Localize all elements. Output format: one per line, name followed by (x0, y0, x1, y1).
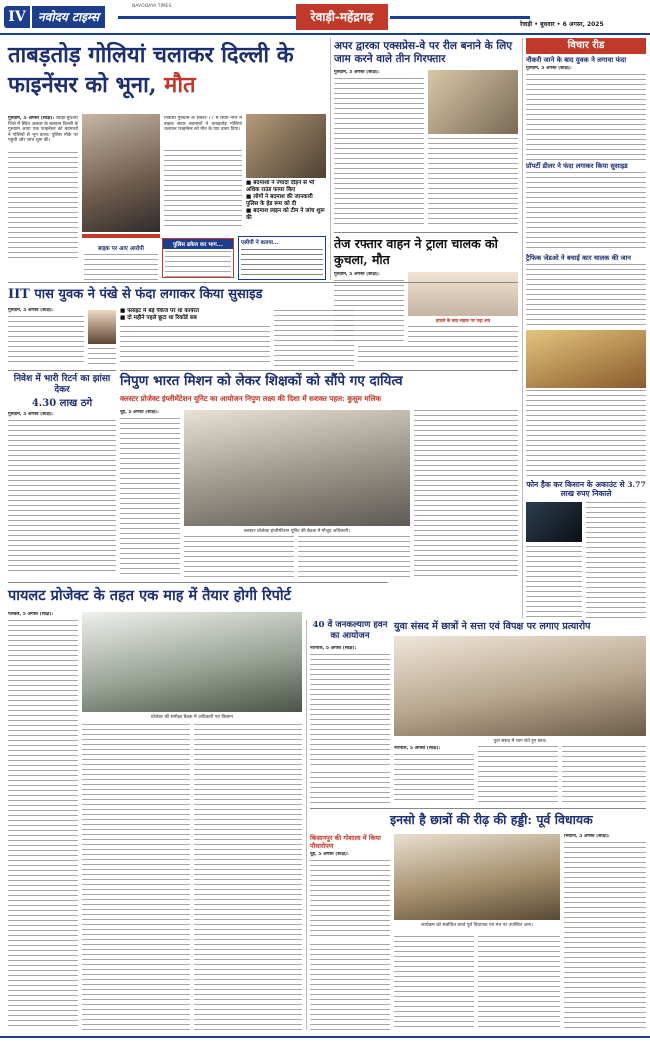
pilot-photo-caption: प्रोजेक्ट की समीक्षा बैठक में अधिकारी एवं किसान (150, 715, 234, 720)
lead-text-lines (164, 150, 242, 228)
section-divider (334, 232, 518, 233)
lead-body-col3: निवासी गुरुग्राम के सेक्टर-77 में सिंधी नगर में बाइक सवार बदमाशों ने ताबड़तोड़ गोलियां चलाकर फाइनेंसर को मौत के घाट उतार दिया। (164, 116, 242, 133)
subbox-title: एसीपी ने बताया... (241, 240, 279, 246)
vichar-reed-label: विचार रीड (526, 38, 646, 54)
fraud-headline: निवेश में भारी रिटर्न का झांसा देकर (13, 374, 111, 395)
youth-text-lines (562, 746, 646, 804)
dwarka-dateline: गुरुग्राम, 5 अगस्त (सक्षि): (334, 70, 380, 75)
section-divider (120, 370, 518, 371)
truck-photo-caption: हादसे के बाद सड़क पर पड़ा शव (435, 319, 491, 324)
section-divider (8, 370, 116, 371)
photo-strip (82, 234, 160, 238)
lead-bullet: ■ लोगों ने बदमाश की जानकारी पुलिस के हेड रूम को दी (246, 194, 313, 207)
dwarka-text-lines (428, 138, 518, 228)
phone-hack-headline: फोन हैक कर किसान के अकाउंट से 3.77 लाख रुपए निकाले (526, 480, 646, 498)
lead-subbox-2 (84, 244, 158, 278)
havan-text-lines (310, 654, 390, 768)
iit-text-lines (8, 316, 84, 366)
phone-hack-photo (526, 502, 582, 542)
lead-bullet-box (246, 180, 326, 232)
vichar-reed-dateline: गुरुग्राम, 5 अगस्त (सक्षि): (526, 66, 572, 71)
nipun-text-lines (184, 536, 294, 578)
page-number: IV (4, 6, 30, 28)
masthead-rule (390, 16, 530, 19)
havan-dateline: नारनौल, 5 अगस्त (सक्षि): (310, 646, 357, 651)
vichar-reed-text-lines (526, 264, 646, 328)
students-photo (394, 834, 560, 920)
kisan-headline: किसानपुर की गोशाला में किया पौधारोपण (310, 834, 381, 850)
nipun-photo-caption: क्लस्टर प्रोजेक्ट इंप्लीमेंटेशन यूनिट की बैठक में मौजूद अधिकारी। (244, 529, 350, 534)
youth-photo-caption: युवा संसद में भाग लेते हुए छात्र। (493, 739, 547, 744)
truck-photo-body (408, 272, 518, 316)
section-divider (8, 282, 518, 283)
pilot-dateline: पलवल, 5 अगस्त (सक्षि): (8, 612, 54, 617)
lead-bullet: ■ बदमाश लाइन को टीम ने जांच शुरू की (246, 208, 325, 221)
iit-text-lines (274, 310, 354, 366)
nipun-headline: निपुण भारत मिशन को लेकर शिक्षकों को सौंपे गए दायित्व (120, 373, 403, 389)
vichar-reed-subhead: ट्रैफिक जेडओ ने बचाई कार चालक की जान (526, 254, 631, 262)
fraud-amount: 4.30 लाख ठगे (31, 398, 93, 409)
iit-text-lines (120, 326, 270, 366)
column-rule (306, 620, 307, 1030)
fraud-text-lines (8, 420, 116, 572)
nipun-dateline: नूंह, 5 अगस्त (सक्षि): (120, 410, 159, 415)
iit-dateline: गुरुग्राम, 5 अगस्त (सक्षि): (8, 308, 54, 313)
havan-text-lines (310, 772, 390, 804)
vichar-reed-text-lines (526, 172, 646, 252)
section-divider (8, 582, 388, 583)
lead-headline: ताबड़तोड़ गोलियां चलाकर दिल्ली के फाइनेंसर को भूना, मौत (8, 42, 294, 98)
lead-body-col1: गुरुग्राम, 5 अगस्त (सक्षि): रेवाड़ी-बुधवार जिले में स्थित अलवर के बलवान दिल्ली के गुरुग्राम आया एक फाइनेंसर को बदमाशों ने गोलियों से भून डाला। पुलिस मौके पर पहुंची और जांच शुरू की। (8, 116, 78, 144)
iit-text-lines (358, 346, 518, 366)
vichar-reed-subhead: प्रॉपर्टी डीलर ने फंदा लगाकर किया सुसाइड (526, 162, 628, 170)
lead-subbox-3 (238, 236, 326, 280)
nipun-subhead: क्लस्टर प्रोजेक्ट इंप्लीमेंटेशन यूनिट का आयोजन निपुण लक्ष्य की दिशा में सशक्त पहल: कुसुम मलिक (120, 394, 381, 403)
fraud-dateline: गुरुग्राम, 5 अगस्त (सक्षि): (8, 412, 54, 417)
pilot-text-lines (8, 620, 78, 1030)
iit-bullets (120, 308, 270, 326)
students-headline: इनसो है छात्रों की रीढ़ की हड्डी: पूर्व विधायक (390, 812, 593, 827)
column-rule (522, 38, 523, 618)
nipun-text-lines (298, 536, 410, 578)
kisan-text-lines (310, 860, 390, 940)
masthead-divider (0, 33, 650, 35)
kisan-dateline: नूंह, 5 अगस्त (सक्षि): (310, 852, 349, 857)
students-text-lines (478, 936, 560, 1030)
nipun-text-lines (120, 418, 180, 578)
truck-headline: तेज रफ्तार वाहन ने ट्राला चालक को कुचला, मौत (334, 236, 498, 267)
dwarka-text-lines (334, 78, 424, 228)
nipun-photo-meeting (184, 410, 410, 526)
havan-headline: 40 वें जनकल्याण हवन का आयोजन (312, 620, 388, 641)
youth-headline: युवा संसद में छात्रों ने सत्ता एवं विपक्ष पर लगाए प्रत्यारोप (394, 621, 591, 632)
column-rule (330, 38, 331, 280)
lead-subbox-1 (162, 238, 234, 278)
youth-text-lines (478, 746, 558, 804)
lead-bullet: ■ बदमाशों ने ज्यादा दौड़ने से भी अधिक राउंड फायर किए (246, 180, 315, 193)
students-dateline: भिवानी, 5 अगस्त (सक्षि): (564, 834, 610, 839)
lead-text-lines (8, 152, 78, 262)
phone-hack-text-lines (586, 502, 646, 618)
edition-label: रेवाड़ी-महेंद्रगढ़ (296, 4, 388, 30)
iit-text-lines (88, 348, 116, 366)
students-photo-caption: कार्यक्रम को संबोधित करते पूर्व विधायक एवं मंच पर उपस्थित अन्य। (421, 923, 533, 928)
phone-hack-text-lines (526, 546, 582, 618)
section-divider (310, 808, 646, 809)
youth-photo (394, 636, 646, 736)
youth-dateline: नारनौल, 5 अगस्त (सक्षि): (394, 746, 441, 751)
masthead-rule (118, 16, 298, 19)
page-bottom-rule (0, 1036, 650, 1038)
subbox-title: बाइक पर आए आरोपी (98, 246, 144, 252)
youth-text-lines (394, 754, 474, 804)
nipun-text-lines (414, 410, 518, 578)
lead-headline-emphasis: मौत (164, 72, 196, 98)
lead-photo-crime-scene (246, 114, 326, 178)
vichar-reed-text-lines (526, 390, 646, 478)
lead-photo-victim (82, 114, 160, 232)
kisan-text-lines (310, 944, 390, 1030)
date-line: रेवाड़ी • बुधवार • 6 अगस्त, 2025 (520, 21, 604, 28)
paper-tagline: NAVODAYA TIMES (132, 4, 172, 9)
dwarka-headline: अपर द्वारका एक्सप्रेस-वे पर रील बनाने के लिए जाम करने वाले तीन गिरफ्तार (334, 40, 513, 65)
iit-photo-person (88, 310, 116, 344)
students-text-lines (394, 936, 474, 1030)
iit-bullet: ■ दो महीने पहले छूटा था रिकॉर्ड सब (120, 315, 197, 321)
vichar-reed-photo (526, 330, 646, 388)
paper-name: नवोदय टाइम्स (32, 6, 105, 28)
masthead (0, 0, 650, 36)
iit-headline: IIT पास युवक ने पंखे से फंदा लगाकर किया सुसाइड (8, 287, 263, 302)
pilot-text-lines (82, 724, 190, 1030)
truck-dateline: गुरुग्राम, 5 अगस्त (सक्षि): (334, 272, 380, 277)
truck-text-lines (408, 326, 518, 342)
pilot-headline: पायलट प्रोजेक्ट के तहत एक माह में तैयार होगी रिपोर्ट (8, 587, 291, 604)
iit-bullet: ■ फ्लाइट में बड़े पैकेज पर था कार्यरत (120, 308, 199, 314)
vichar-reed-headline: नौकरी जाने के बाद युवक ने लगाया फंदा (526, 56, 627, 64)
dwarka-photo (428, 70, 518, 134)
pilot-text-lines (194, 724, 302, 1030)
pilot-photo (82, 612, 302, 712)
students-text-lines (564, 842, 646, 1030)
vichar-reed-text-lines (526, 74, 646, 160)
subbox-title: पुलिस ढकेल कर भाग... (163, 239, 233, 249)
